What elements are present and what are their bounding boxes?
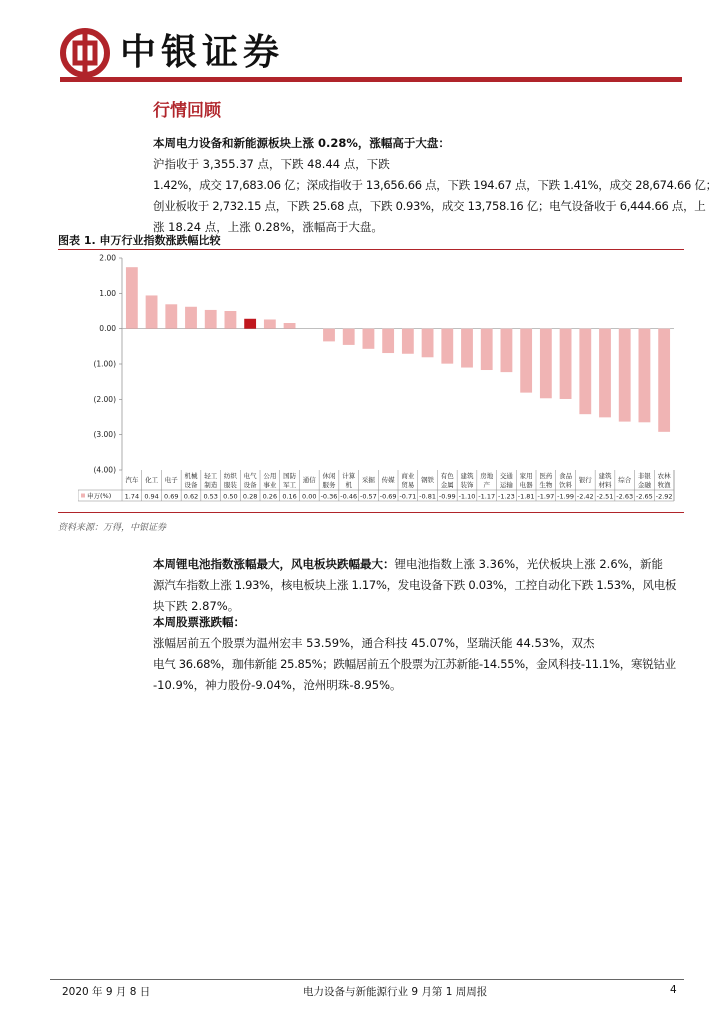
data-value-label: -2.65 bbox=[636, 492, 653, 501]
category-label: 综合 bbox=[618, 476, 632, 484]
category-label: 金融 bbox=[637, 481, 651, 489]
category-label: 服装 bbox=[223, 481, 237, 489]
chart-bar bbox=[126, 267, 138, 328]
paragraph-lead: 本周锂电池指数涨幅最大，风电板块跌幅最大： bbox=[153, 557, 395, 571]
chart-bar bbox=[658, 329, 670, 432]
chart-bar bbox=[343, 329, 355, 345]
chart-bar bbox=[225, 311, 237, 329]
data-value-label: 0.69 bbox=[164, 492, 179, 501]
category-label: 商业 bbox=[401, 472, 415, 480]
chart-bar bbox=[461, 329, 473, 368]
category-label: 采掘 bbox=[361, 476, 375, 484]
chart-data-table bbox=[78, 470, 674, 501]
data-value-label: -1.17 bbox=[478, 492, 496, 501]
company-logo-icon bbox=[60, 28, 110, 78]
category-label: 医药 bbox=[539, 472, 553, 480]
y-tick-label: (2.00) bbox=[93, 394, 116, 404]
chart-bar bbox=[501, 329, 513, 372]
footer-rule bbox=[50, 979, 684, 980]
data-value-label: -1.99 bbox=[557, 492, 574, 501]
category-label: 设备 bbox=[243, 481, 257, 489]
category-label: 机 bbox=[345, 481, 352, 489]
category-label: 化工 bbox=[145, 476, 159, 484]
paragraph-line: 锂电池指数上涨 3.36%，光伏板块上涨 2.6%，新能 bbox=[394, 557, 664, 571]
data-value-label: -2.42 bbox=[576, 492, 594, 501]
category-label: 牧渔 bbox=[657, 481, 671, 489]
category-label: 建筑 bbox=[460, 472, 474, 480]
section-title: 行情回顾 bbox=[153, 101, 221, 121]
y-tick-label: 2.00 bbox=[99, 253, 116, 263]
category-label: 材料 bbox=[598, 481, 612, 489]
legend-label: 申万(%) bbox=[87, 492, 112, 500]
data-value-label: -0.57 bbox=[360, 492, 377, 501]
chart-bar bbox=[520, 329, 532, 393]
paragraph-line: 沪指收于 3,355.37 点，下跌 48.44 点，下跌 bbox=[153, 157, 390, 171]
category-label: 电器 bbox=[519, 481, 533, 489]
chart-bar bbox=[441, 329, 453, 364]
category-label: 家用 bbox=[519, 472, 533, 480]
category-label: 传媒 bbox=[381, 476, 395, 484]
category-label: 食品 bbox=[559, 472, 573, 480]
category-label: 生物 bbox=[539, 481, 553, 489]
data-value-label: -0.99 bbox=[438, 492, 456, 501]
category-label: 贸易 bbox=[401, 481, 415, 489]
chart-bar bbox=[402, 329, 414, 354]
chart-bar bbox=[422, 329, 434, 358]
category-label: 建筑 bbox=[598, 472, 612, 480]
data-value-label: -0.81 bbox=[419, 492, 436, 501]
category-label: 军工 bbox=[283, 481, 297, 489]
page-number: 4 bbox=[670, 984, 677, 996]
category-label: 装饰 bbox=[460, 481, 474, 489]
y-tick-label: (3.00) bbox=[93, 430, 116, 440]
data-value-label: 0.28 bbox=[242, 492, 258, 501]
figure-bottom-rule bbox=[58, 512, 684, 513]
data-value-label: -0.36 bbox=[320, 492, 338, 501]
chart-bar bbox=[481, 329, 493, 370]
category-label: 产 bbox=[483, 481, 490, 489]
paragraph-line: 源汽车指数上涨 1.93%，核电板块上涨 1.17%，发电设备下跌 0.03%，工控自动化下跌 1.53%，风电板 bbox=[153, 578, 677, 592]
category-label: 交通 bbox=[499, 472, 513, 480]
category-label: 运输 bbox=[499, 481, 513, 489]
paragraph-line: 电气 36.68%，珈伟新能 25.85%；跌幅居前五个股票为江苏新能-14.55%，金风科技-11.1%，寒锐钴业 bbox=[153, 657, 676, 671]
data-value-label: 0.53 bbox=[203, 492, 218, 501]
chart-bar bbox=[540, 329, 552, 399]
data-value-label: 0.16 bbox=[282, 492, 297, 501]
figure-top-rule bbox=[58, 249, 684, 250]
chart-bar bbox=[599, 329, 611, 418]
y-tick-label: 1.00 bbox=[99, 288, 116, 298]
paragraph-line: 创业板收于 2,732.15 点，下跌 25.68 点，下跌 0.93%，成交 13,758.16 亿；电气设备收于 6,444.66 点，上 bbox=[153, 199, 706, 213]
category-label: 汽车 bbox=[125, 476, 139, 484]
data-value-label: -2.92 bbox=[655, 492, 673, 501]
chart-bar bbox=[205, 310, 217, 329]
data-value-label: -1.81 bbox=[517, 492, 535, 501]
category-label: 房地 bbox=[480, 472, 494, 480]
data-value-label: -1.97 bbox=[537, 492, 555, 501]
category-label: 公用 bbox=[263, 472, 277, 480]
category-label: 非银 bbox=[637, 472, 651, 480]
category-label: 电气 bbox=[243, 472, 257, 480]
data-value-label: -2.63 bbox=[616, 492, 634, 501]
category-label: 制造 bbox=[204, 481, 218, 489]
chart-bar bbox=[560, 329, 572, 399]
legend-swatch bbox=[81, 494, 85, 498]
data-value-label: -1.10 bbox=[458, 492, 476, 501]
industry-index-bar-chart bbox=[78, 252, 678, 508]
data-value-label: -0.71 bbox=[399, 492, 417, 501]
chart-bar bbox=[284, 323, 296, 329]
category-label: 设备 bbox=[184, 481, 198, 489]
category-label: 饮料 bbox=[559, 481, 573, 489]
header-rule bbox=[60, 77, 682, 82]
chart-bar bbox=[323, 329, 335, 342]
paragraph-lead: 本周电力设备和新能源板块上涨 0.28%，涨幅高于大盘： bbox=[153, 136, 450, 150]
paragraph-line: -10.9%，神力股份-9.04%，沧州明珠-8.95%。 bbox=[153, 678, 402, 692]
category-label: 服务 bbox=[322, 481, 336, 489]
category-label: 国防 bbox=[283, 472, 297, 480]
category-label: 农林 bbox=[657, 472, 671, 480]
data-value-label: -0.69 bbox=[379, 492, 397, 501]
chart-bar bbox=[363, 329, 375, 349]
data-value-label: 0.94 bbox=[144, 492, 159, 501]
category-label: 纺织 bbox=[223, 472, 237, 480]
paragraph-line: 1.42%，成交 17,683.06 亿；深成指收于 13,656.66 点，下跌 194.67 点，下跌 1.41%，成交 28,674.66 亿； bbox=[153, 178, 717, 192]
data-value-label: -0.46 bbox=[340, 492, 358, 501]
y-tick-label: (4.00) bbox=[93, 465, 116, 475]
paragraph-line: 涨幅居前五个股票为温州宏丰 53.59%，通合科技 45.07%，坚瑞沃能 44.53%，双杰 bbox=[153, 636, 595, 650]
category-label: 事业 bbox=[263, 481, 277, 489]
brand-name: 中银证券 bbox=[120, 31, 285, 73]
chart-bars bbox=[126, 267, 670, 432]
data-value-label: -2.51 bbox=[596, 492, 614, 501]
category-label: 钢铁 bbox=[421, 476, 435, 484]
data-value-label: 1.74 bbox=[124, 492, 140, 501]
chart-bar bbox=[185, 307, 197, 329]
chart-bar bbox=[244, 319, 256, 329]
chart-bar bbox=[264, 319, 276, 328]
chart-bar bbox=[619, 329, 631, 422]
paragraph-lead: 本周股票涨跌幅： bbox=[153, 615, 245, 629]
footer-report-title: 电力设备与新能源行业 9 月第 1 周周报 bbox=[303, 986, 488, 998]
stocks-paragraph bbox=[153, 612, 683, 696]
category-label: 有色 bbox=[440, 472, 454, 480]
category-label: 计算 bbox=[342, 472, 356, 480]
data-value-label: -1.23 bbox=[498, 492, 515, 501]
category-label: 银行 bbox=[578, 476, 592, 484]
paragraph-line: 涨 18.24 点，上涨 0.28%，涨幅高于大盘。 bbox=[153, 220, 383, 234]
y-tick-label: (1.00) bbox=[93, 359, 116, 369]
category-label: 金属 bbox=[440, 481, 454, 489]
paragraph-line: 块下跌 2.87%。 bbox=[153, 599, 240, 613]
figure-source: 资料来源：万得，中银证券 bbox=[58, 523, 167, 533]
chart-bar bbox=[165, 304, 177, 328]
category-label: 电子 bbox=[164, 476, 178, 484]
chart-bar bbox=[146, 295, 158, 328]
sector-paragraph bbox=[153, 554, 683, 617]
data-value-label: 0.00 bbox=[302, 492, 317, 501]
data-value-label: 0.50 bbox=[223, 492, 238, 501]
footer-date: 2020 年 9 月 8 日 bbox=[62, 986, 151, 998]
figure-title: 图表 1. 申万行业指数涨跌幅比较 bbox=[58, 234, 221, 247]
category-label: 休闲 bbox=[322, 472, 336, 480]
data-value-label: 0.26 bbox=[262, 492, 278, 501]
category-label: 机械 bbox=[184, 472, 198, 480]
chart-bar bbox=[639, 329, 651, 423]
chart-bar bbox=[382, 329, 394, 353]
market-review-paragraph bbox=[153, 133, 717, 238]
category-label: 轻工 bbox=[204, 472, 218, 480]
chart-bar bbox=[579, 329, 591, 415]
category-label: 通信 bbox=[302, 476, 316, 484]
data-value-label: 0.62 bbox=[183, 492, 199, 501]
y-tick-label: 0.00 bbox=[99, 324, 116, 334]
